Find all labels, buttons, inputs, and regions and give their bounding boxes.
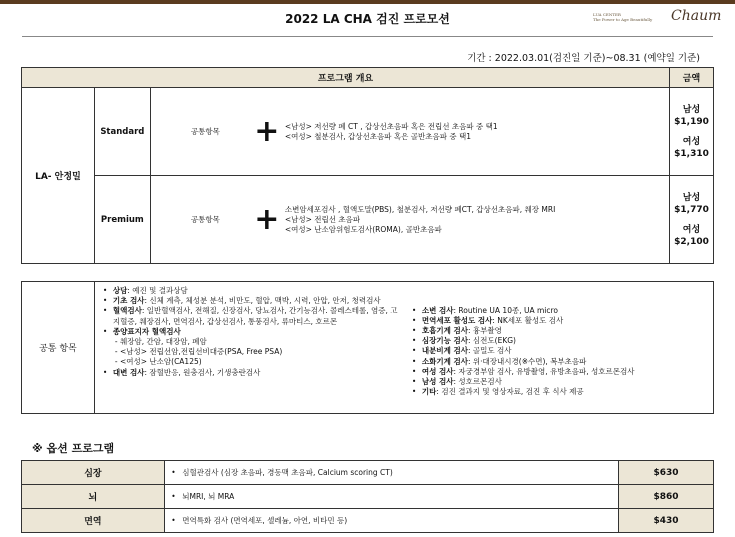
- list-item: • 기타: 검진 결과지 및 영상자료, 검진 후 식사 제공: [410, 387, 707, 397]
- list-item: • 여성 검사: 자궁경부암 검사, 유방촬영, 유방초음파, 성호르몬검사: [410, 367, 707, 377]
- option-desc: 면역특화 검사 (면역세포, 셀레늄, 아연, 비타민 등): [182, 509, 618, 533]
- options-caption: ※ 옵션 프로그램: [32, 442, 115, 455]
- plus-icon: +: [254, 201, 280, 237]
- logo-tagline: LUA CENTER The Power to Age Beautifully: [593, 12, 653, 22]
- brand-logo: [593, 8, 721, 32]
- sub-item: - <남성> 전립선암,전립선비대증(PSA, Free PSA): [114, 347, 283, 357]
- option-bullet: •: [164, 461, 182, 485]
- list-item: • 호흡기계 검사: 흉부촬영: [410, 326, 707, 336]
- standard-line: <남성> 저선량 폐 CT , 갑상선초음파 혹은 전립선 초음파 중 택1: [284, 121, 498, 131]
- list-item: • 내분비계 검사: 골밀도 검사: [410, 346, 707, 356]
- list-item: • 남성 검사: 성호르몬검사: [410, 377, 707, 387]
- common-items-table: [21, 281, 714, 414]
- option-name: 면역: [22, 509, 165, 533]
- premium-price: [669, 176, 713, 264]
- list-item: • 면역세포 활성도 검사: NK세포 활성도 검사: [410, 316, 707, 326]
- list-item: • 소변 검사: Routine UA 10종, UA micro: [410, 306, 707, 316]
- male-price: $1,190: [674, 116, 709, 127]
- common-items-title: 공통 항목: [22, 282, 95, 414]
- list-item: • 심장기능 검사: 심전도(EKG): [410, 336, 707, 346]
- standard-line: <여성> 철분검사, 갑상선초음파 혹은 골반초음파 중 택1: [284, 131, 472, 141]
- list-item: • 상담: 예진 및 결과상담: [101, 286, 398, 296]
- premium-detail: [150, 176, 669, 264]
- premium-line: <여성> 난소암위험도검사(ROMA), 골반초음파: [284, 224, 442, 234]
- premium-line: <남성> 전립선 초음파: [284, 214, 361, 224]
- sub-item: - 췌장암, 간암, 대장암, 폐암: [114, 337, 207, 347]
- list-item: • 혈액검사: 일반혈액검사, 전해질, 신장검사, 당뇨검사, 간기능검사. 콜레스테롤, 염증, 고지혈증, 췌장검사, 면역검사, 갑상선검사, 통풍검사, 류마티스, 호르몬: [101, 306, 398, 326]
- plus-icon: +: [254, 113, 280, 149]
- list-item: • 소화기계 검사: 위·대장내시경(※수면), 복부초음파: [410, 357, 707, 367]
- tier-premium: Premium: [94, 176, 150, 264]
- option-desc: 뇌MRI, 뇌 MRA: [182, 485, 618, 509]
- option-name: 심장: [22, 461, 165, 485]
- list-item: • 기초 검사: 신체 계측, 체성분 분석, 비만도, 혈압, 맥박, 시력, 안압, 안저, 청력검사: [101, 296, 398, 306]
- page-title: 2022 LA CHA 검진 프로모션: [285, 12, 450, 26]
- list-item: • 대변 검사: 잠혈반응, 원충검사, 기생충란검사: [101, 368, 398, 378]
- option-price: $860: [619, 485, 714, 509]
- divider: [22, 36, 713, 37]
- program-table: [21, 67, 714, 264]
- male-label: 남성: [682, 104, 701, 115]
- premium-line: 소변암세포검사 , 혈액도말(PBS), 철분검사, 저선량 폐CT, 갑상선초음파, 췌장 MRI: [284, 204, 556, 214]
- common-items-left: [94, 282, 404, 414]
- option-name: 뇌: [22, 485, 165, 509]
- option-desc: 심혈관검사 (심장 초음파, 경동맥 초음파, Calcium scoring CT): [182, 461, 618, 485]
- top-bar: [0, 0, 735, 4]
- price-header: 금액: [669, 68, 713, 88]
- female-price: $1,310: [674, 148, 709, 159]
- male-label: 남성: [682, 192, 701, 203]
- common-items-label: 공통항목: [190, 215, 220, 224]
- promo-period: 기간 : 2022.03.01(검진일 기준)~08.31 (예약일 기준): [467, 53, 700, 64]
- option-price: $430: [619, 509, 714, 533]
- overview-header: 프로그램 개요: [22, 68, 670, 88]
- male-price: $1,770: [674, 204, 709, 215]
- option-bullet: •: [164, 509, 182, 533]
- common-items-label: 공통항목: [190, 127, 220, 136]
- standard-detail: [150, 88, 669, 176]
- common-items-right: [404, 282, 714, 414]
- female-label: 여성: [682, 136, 701, 147]
- female-price: $2,100: [674, 236, 709, 247]
- options-table: [21, 460, 714, 533]
- sub-item: - <여성> 난소암(CA125): [114, 357, 202, 367]
- option-bullet: •: [164, 485, 182, 509]
- program-category: LA- 안정밀: [22, 88, 95, 264]
- logo-wordmark: Chaum: [671, 8, 722, 24]
- option-price: $630: [619, 461, 714, 485]
- female-label: 여성: [682, 224, 701, 235]
- standard-price: [669, 88, 713, 176]
- list-item: • 종양표지자 혈액검사: [101, 327, 398, 337]
- tier-standard: Standard: [94, 88, 150, 176]
